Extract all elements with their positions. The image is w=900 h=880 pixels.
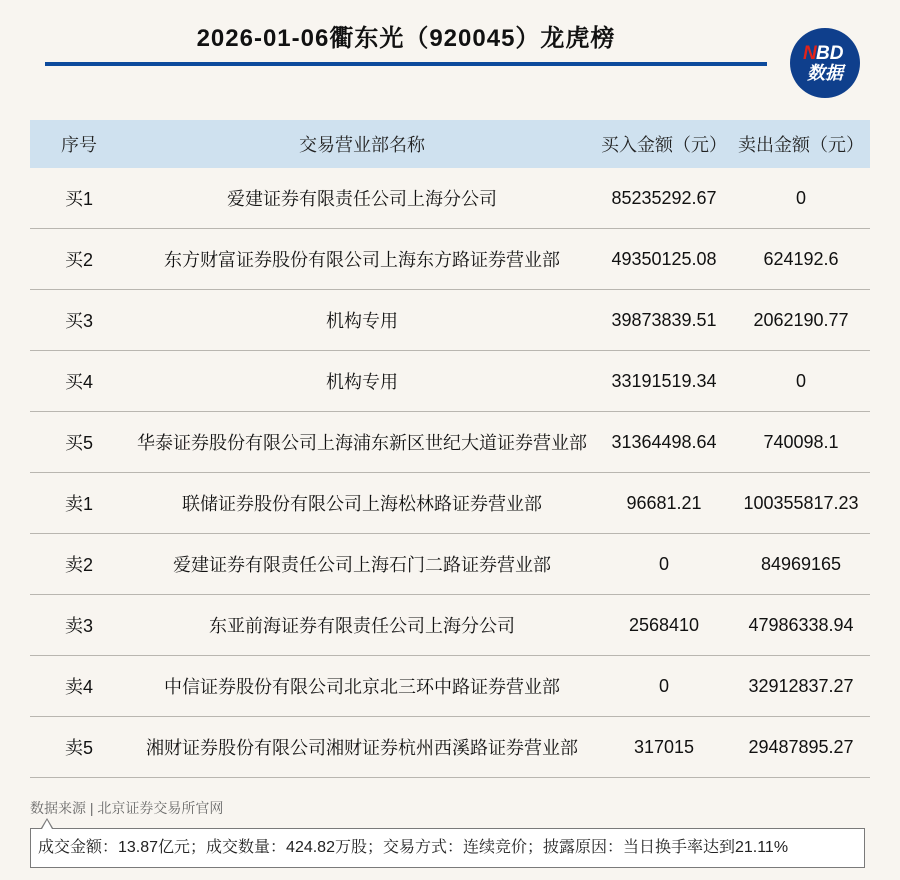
buy-amount: 31364498.64	[596, 412, 732, 473]
sell-amount: 32912837.27	[732, 656, 870, 717]
dragon-tiger-table	[30, 120, 870, 778]
row-index: 卖4	[30, 656, 128, 717]
branch-name: 联储证券股份有限公司上海松林路证券营业部	[128, 473, 596, 534]
branch-name: 东方财富证券股份有限公司上海东方路证券营业部	[128, 229, 596, 290]
nbd-logo	[790, 28, 860, 98]
table-row	[30, 290, 870, 351]
column-header-index: 序号	[30, 120, 128, 168]
title-underline	[45, 62, 767, 66]
branch-name: 华泰证券股份有限公司上海浦东新区世纪大道证券营业部	[128, 412, 596, 473]
branch-name: 湘财证券股份有限公司湘财证券杭州西溪路证券营业部	[128, 717, 596, 778]
branch-name: 爱建证券有限责任公司上海分公司	[128, 168, 596, 229]
sell-amount: 100355817.23	[732, 473, 870, 534]
nbd-logo-icon	[790, 28, 860, 98]
table-row	[30, 534, 870, 595]
branch-name: 东亚前海证券有限责任公司上海分公司	[128, 595, 596, 656]
row-index: 买2	[30, 229, 128, 290]
table-row	[30, 595, 870, 656]
logo-n-letter: N	[803, 43, 817, 64]
sell-amount: 47986338.94	[732, 595, 870, 656]
table-row	[30, 229, 870, 290]
row-index: 买5	[30, 412, 128, 473]
row-index: 买1	[30, 168, 128, 229]
row-index: 买3	[30, 290, 128, 351]
buy-amount: 317015	[596, 717, 732, 778]
table-row	[30, 473, 870, 534]
logo-sub-text: 数据	[807, 63, 843, 84]
logo-bd-letters: BD	[816, 43, 844, 64]
buy-amount: 2568410	[596, 595, 732, 656]
table-header-row	[30, 120, 870, 168]
table-row	[30, 412, 870, 473]
buy-amount: 33191519.34	[596, 351, 732, 412]
row-index: 卖5	[30, 717, 128, 778]
sell-amount: 84969165	[732, 534, 870, 595]
row-index: 卖1	[30, 473, 128, 534]
summary-pointer-fill	[42, 820, 52, 829]
sell-amount: 0	[732, 168, 870, 229]
row-index: 卖3	[30, 595, 128, 656]
data-source-note: 数据来源 | 北京证券交易所官网	[30, 800, 224, 816]
sell-amount: 0	[732, 351, 870, 412]
sell-amount: 2062190.77	[732, 290, 870, 351]
table-row	[30, 656, 870, 717]
branch-name: 机构专用	[128, 290, 596, 351]
trade-summary-box: 成交金额：13.87亿元；成交数量：424.82万股；交易方式：连续竞价；披露原因：当日换手率达到21.11%	[30, 828, 865, 868]
sell-amount: 740098.1	[732, 412, 870, 473]
buy-amount: 85235292.67	[596, 168, 732, 229]
buy-amount: 0	[596, 534, 732, 595]
page-title: 2026-01-06衢东光（920045）龙虎榜	[196, 25, 616, 52]
table-row	[30, 351, 870, 412]
buy-amount: 39873839.51	[596, 290, 732, 351]
row-index: 卖2	[30, 534, 128, 595]
column-header-sell-amount: 卖出金额（元）	[732, 120, 870, 168]
table-row	[30, 168, 870, 229]
branch-name: 爱建证券有限责任公司上海石门二路证券营业部	[128, 534, 596, 595]
row-index: 买4	[30, 351, 128, 412]
sell-amount: 29487895.27	[732, 717, 870, 778]
branch-name: 中信证券股份有限公司北京北三环中路证券营业部	[128, 656, 596, 717]
branch-name: 机构专用	[128, 351, 596, 412]
column-header-branch-name: 交易营业部名称	[128, 120, 596, 168]
sell-amount: 624192.6	[732, 229, 870, 290]
column-header-buy-amount: 买入金额（元）	[596, 120, 732, 168]
buy-amount: 0	[596, 656, 732, 717]
buy-amount: 96681.21	[596, 473, 732, 534]
table-row	[30, 717, 870, 778]
buy-amount: 49350125.08	[596, 229, 732, 290]
